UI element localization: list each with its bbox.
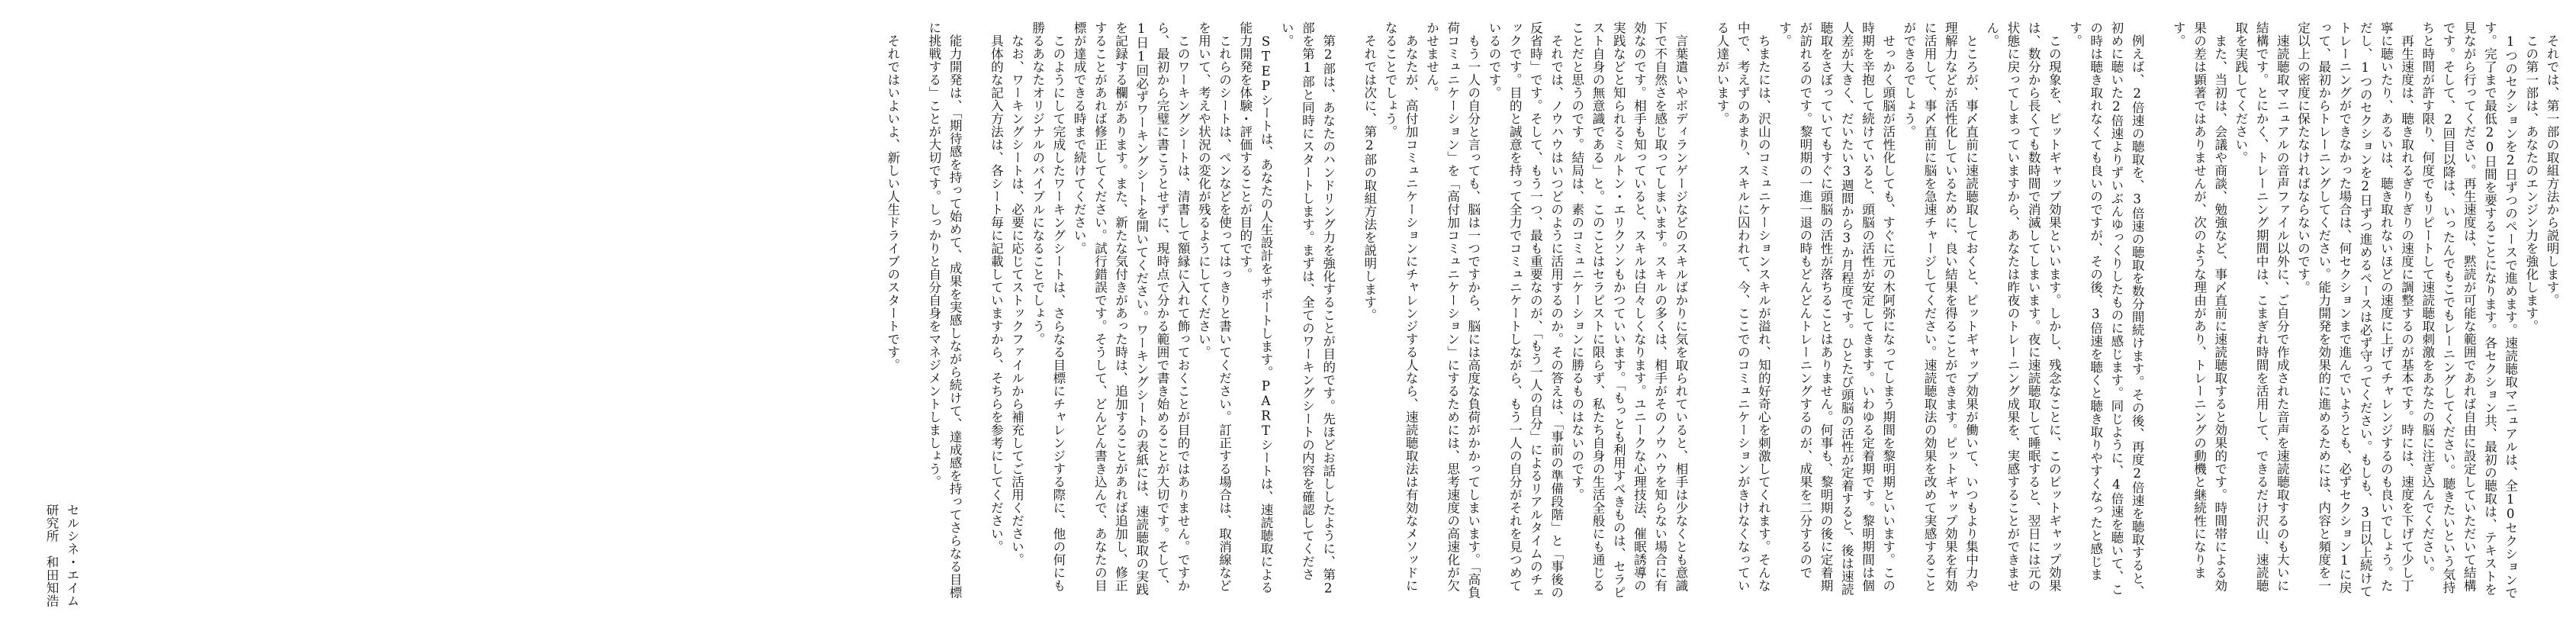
paragraph: せっかく頭脳が活性化しても、すぐに元の木阿弥になってしまう期間を黎明期といいます。この時期を辛抱して続けていると、頭脳の活性が安定してきます。いわゆる定着期です。黎明期間は個人差が大きく、だいたい3週間から3か月程度です。ひとたび頭脳の活性が定着すると、後は速読聴取をさぼっていてもすぐに頭脳の活性が落ちることはありません。何事も、黎明期の後に定着期が訪れるのです。黎明期の一進一退の時もどんどんトレーニングするのが、成果を二分するのです。 <box>1777 21 1896 596</box>
vertical-body-text <box>14 21 2562 601</box>
paragraph: STEPシートは、あなたの人生設計をサポートします。PARTシートは、速読聴取による能力開発を体験・評価することが目的です。 <box>1237 21 1274 594</box>
paragraph: なお、ワーキングシートは、必要に応じてストックファイルから補充してご活用ください。 <box>1009 34 1024 566</box>
paragraph: それではいよいよ、新しい人生ドライブのスタートです。 <box>885 34 900 372</box>
paragraph: あなたが、高付加コミュニケーションにチャレンジする人なら、速読聴取法は有効なメソッドになることでしょう。 <box>1383 21 1419 592</box>
paragraph: 例えば、2倍速の聴取を、3倍速の聴取を数分間続けます。その後、再度2倍速を聴取すると、初めに聴いた2倍速よりずいぶんゆっくりしたものに感じます。同じように、4倍速を聴いて、この時は聴き取れなくても良いのですが、その後、3倍速を聴くと聴き取りやすくなったと感じます。 <box>2067 21 2145 597</box>
paragraph: それでは、第一部の取組方法から説明します。 <box>2545 34 2559 307</box>
paragraph: これらのシートは、ペンなどを使ってはっきりと書いてください。訂正する場合は、取消線などを用いて、考えや状況の変化が残るようにしてください。 <box>1196 21 1232 592</box>
paragraph: 言葉遣いやボディランゲージなどのスキルばかりに気を取られていると、相手は少なくとも意識下で不自然さを感じ取ってしまいます。スキルの多くは、相手がそのノウハウを知らない場合に有効なのです。相手も知っていると、スキルは白々しくなります。ユニークな心理技法、催眠誘導の実践などと知られるミルトン・エリクソンもかつていいます。「もっとも利用すべきものは、セラピスト自身の無意識である」と。このことはセラピストに限らず、私たち自身の生活全般にも通じることだと思うのです。結局は、素のコミュニケーションに勝るものはないのです。 <box>1569 21 1688 599</box>
paragraph: それでは、ノウハウはいつどのように活用するのか。その答えは、「事前の準備段階」と「事後の反省時」です。そして、もう一つ、最も重要なのが、「もう一人の自分」によるリアルタイムのチェックです。目的と誠意を持って全力でコミュニケートしながら、もう一人の自分がそれを見つめているのです。 <box>1487 21 1564 599</box>
paragraph: ちまたには、沢山のコミュニケーションスキルが溢れ、知的好奇心を刺激してくれます。そんな中で、考えずのあまり、スキルに囚われて、今、ここでのコミュニケーションがきけなくなっている人達がいます。 <box>1715 21 1771 592</box>
paragraph: 再生速度は、聴き取れるぎりぎりの速度に調整するのが基本です。時には、速度を下げて少し丁寧に聴いたり、あるいは、聴き取れないほどの速度に上げてチャレンジするのも良いでしょう。ただし、1つのセクションを2日ずつ進めるペースは必ず守ってください。もしも、3日以上続けてトレーニングができなかった場合は、何セクションまで進んでいようとも、必ずセクション1に戻って、最初からトレーニングしてください。能力開発を効果的に進めるためには、内容と頻度を一定以上の密度に保たなければならないのです。 <box>2295 21 2414 598</box>
paragraph: もう一人の自分と言っても、脳は一つですから、脳には高度な負荷がかかってしまいます。「高負荷コミュニケーション」を「高付加コミュニケーション」にするためには、思考速度の高速化が欠かせません。 <box>1424 21 1481 599</box>
paragraph: 第2部は、あなたのハンドリング力を強化することが目的です。先ほどお話ししたように、第2部を第1部と同時にスタートします。まずは、全てのワーキングシートの内容を確認してください。 <box>1279 21 1336 596</box>
paragraph: それでは次に、第2部の取組方法を説明します。 <box>1362 34 1377 321</box>
paragraph: この第一部は、あなたのエンジン力を強化します。 <box>2523 34 2539 333</box>
paragraph: この現象を、ピットギャップ効果といいます。しかし、残念なことに、このピットギャップ効果は、数分から長くても数時間で消滅してしまいます。夜に速読聴取して睡眠すると、翌日には元の状態に戻ってしまっていますから、あなたは昨夜のトレーニング成果を、実感することができません。 <box>1984 21 2062 592</box>
signature: セルシネ・エイム研究所 和田知浩 <box>44 504 79 607</box>
paragraph: また、当初は、会議や商談、勉強など、事〆直前に速読聴取すると効果的です。時間帯による効果の差は顕著ではありませんが、次のような理由があり、トレーニングの動機と継続性になります。 <box>2171 21 2227 592</box>
paragraph: ところが、事〆直前に速読聴取しておくと、ピットギャップ効果が働いて、いつもより集中力や理解力などが活性化しているために、良い結果を得ることができます。ピットギャップ効果を有効に活用して、事〆直前に脳を急速チャージしてください。速読聴取法の効果を改めて実感することができるでしょう。 <box>1901 21 1979 592</box>
paragraph: 1つのセクションを2日ずつのペースで進めます。速読聴取マニュアルは、全10セクションです。完了まで最低20日間を要することになります。各セクション共、最初の聴取は、テキストを見ながら行ってください。再生速度は、黙読が可能な範囲であれば自由に設定していただいて結構です。そして、2回目以降は、いったんでもこでもレーニングしてください。聴きたいという気持ちと時間が許す限り、何度でもリピートして速読聴取刺激をあなたの脳に注ぎ込んでください。 <box>2420 21 2518 600</box>
paragraph: 速読聴取マニュアルの音声ファイル以外に、ご自分で作成された音声を速読聴取するのも大いに結構です。とにかく、トレーニング期間中は、こまぎれ時間を活用して、できるだけ沢山、速読聴取を実践してください。 <box>2233 21 2290 592</box>
paragraph: 能力開発は、「期待感を持って始めて、成果を実感しながら続けて、達成感を持ってさらなる目標に挑戦する」ことが大切です。しっかりと自分自身をマネジメントしましょう。 <box>926 21 963 599</box>
paragraph: 具体的な記入方法は、各シート毎に記載していますから、そちらを参考にしてください。 <box>989 34 1004 553</box>
paragraph: このワーキングシートは、清書して額縁に入れて飾っておくことが目的ではありません。ですから、最初から完璧に書こうとせずに、現時点で分かる範囲で書き始めることが大切です。そして、1日1回必ずワーキングシートを開いてください。ワーキングシートの表紙には、速読聴取の実践を記録する欄があります。また、新たな気付きがあった時は、追加することがあれば追加し、修正することがあれば修正してください。試行錯誤です。そうして、どんどん書き込んで、あなたの目標が達成できる時まで続けてください。 <box>1072 21 1191 596</box>
paragraph: このようにして完成したワーキングシートは、さらなる目標にチャレンジする際に、他の何にも勝るあなたオリジナルのバイブルになることでしょう。 <box>1030 21 1066 592</box>
